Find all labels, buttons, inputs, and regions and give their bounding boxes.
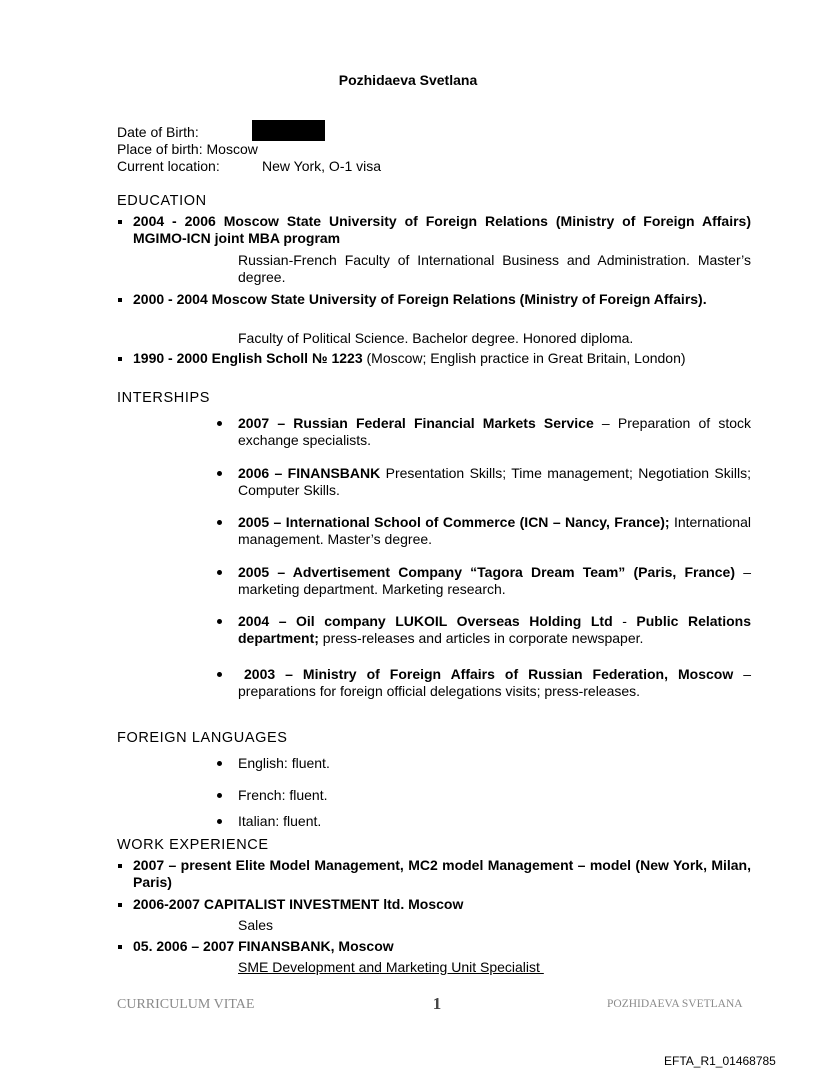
- bullet-square: [118, 903, 122, 907]
- internship-item-3: [238, 514, 751, 548]
- internship-item-6: [238, 666, 751, 700]
- redaction-box: [252, 120, 325, 141]
- pob-value: Moscow: [206, 141, 258, 157]
- bullet-dot: [217, 421, 222, 426]
- pob-line: [117, 141, 258, 158]
- page-number: 1: [432, 994, 442, 1013]
- education-item-3-rest: (Moscow; English practice in Great Britain, London): [362, 350, 686, 366]
- education-heading: EDUCATION: [117, 193, 207, 209]
- work-item-2: 2006-2007 CAPITALIST INVESTMENT ltd. Moscow: [133, 896, 464, 912]
- work-item-3: 05. 2006 – 2007 FINANSBANK, Moscow: [133, 938, 394, 954]
- bullet-square: [118, 298, 122, 302]
- internship-item-1-rest: – Preparation of stock exchange specialists.: [238, 415, 751, 448]
- internship-item-6-rest: – preparations for foreign official delegations visits; press-releases.: [238, 666, 751, 699]
- internship-item-4: [238, 564, 751, 598]
- internship-item-4-bold: 2005 – Advertisement Company “Tagora Dream Team” (Paris, France): [238, 564, 736, 580]
- internship-item-1-bold: 2007 – Russian Federal Financial Markets Service: [238, 415, 594, 431]
- internship-item-1: [238, 415, 751, 449]
- bullet-dot: [217, 471, 222, 476]
- internship-item-5-rest: press-releases and articles in corporate newspaper.: [318, 630, 644, 646]
- location-value: New York, O-1 visa: [262, 158, 382, 174]
- work-item-2-detail: Sales: [238, 917, 274, 933]
- education-item-3-bold: 1990 - 2000 English Scholl № 1223: [133, 350, 363, 366]
- footer-left: CURRICULUM VITAE: [117, 997, 255, 1012]
- bullet-dot: [217, 570, 222, 575]
- internship-item-3-bold: 2005 – International School of Commerce (ICN – Nancy, France);: [238, 514, 670, 530]
- internship-item-4-rest: –marketing department. Marketing research.: [238, 564, 751, 597]
- bullet-dot: [217, 619, 222, 624]
- work-item-1: 2007 – present Elite Model Management, MC2 model Management – model (New York, Milan, Paris): [133, 857, 751, 890]
- bullet-square: [118, 945, 122, 949]
- internship-item-5-mid: -: [612, 613, 637, 629]
- bullet-dot: [217, 761, 222, 766]
- bullet-square: [118, 864, 122, 868]
- languages-heading: FOREIGN LANGUAGES: [117, 730, 288, 746]
- language-item-english: English: fluent.: [238, 755, 330, 771]
- language-item-italian: Italian: fluent.: [238, 813, 322, 829]
- internship-item-3-rest: International management. Master’s degree.: [238, 514, 751, 547]
- education-item-2: 2000 - 2004 Moscow State University of Foreign Relations (Ministry of Foreign Affairs).: [133, 291, 707, 307]
- internship-item-2-bold: 2006 – FINANSBANK: [238, 465, 381, 481]
- bullet-dot: [217, 520, 222, 525]
- bullet-dot: [217, 793, 222, 798]
- internship-item-2: [238, 465, 751, 499]
- education-item-1-detail: Russian-French Faculty of International Business and Administration. Master’s degree.: [238, 252, 751, 285]
- document-id: EFTA_R1_01468785: [664, 1054, 776, 1068]
- bullet-square: [118, 357, 122, 361]
- education-item-3: [133, 350, 686, 367]
- dob-label: Date of Birth:: [117, 124, 199, 140]
- internship-item-6-bold: 2003 – Ministry of Foreign Affairs of Russian Federation, Moscow: [244, 666, 734, 682]
- footer-right: POZHIDAEVA SVETLANA: [607, 998, 743, 1010]
- internship-item-5: [238, 613, 751, 647]
- language-item-french: French: fluent.: [238, 787, 328, 803]
- internship-item-5-bold2: Public Relations department;: [238, 613, 751, 646]
- internship-item-5-bold: 2004 – Oil company LUKOIL Overseas Holding Ltd: [238, 613, 613, 629]
- education-item-1: 2004 - 2006 Moscow State University of Foreign Relations (Ministry of Foreign Affairs) MGIMO-ICN joint MBA program: [133, 213, 751, 246]
- document-title: Pozhidaeva Svetlana: [338, 72, 478, 88]
- education-item-2-detail: Faculty of Political Science. Bachelor degree. Honored diploma.: [238, 330, 634, 346]
- internships-heading: INTERSHIPS: [117, 390, 211, 406]
- bullet-square: [118, 220, 122, 224]
- location-label: Current location:: [117, 158, 220, 174]
- pob-label: Place of birth:: [117, 141, 203, 157]
- work-heading: WORK EXPERIENCE: [117, 837, 269, 853]
- internship-item-2-rest: Presentation Skills; Time management; Negotiation Skills; Computer Skills.: [238, 465, 751, 498]
- bullet-dot: [217, 672, 222, 677]
- bullet-dot: [217, 819, 222, 824]
- work-item-3-detail: SME Development and Marketing Unit Specialist: [238, 959, 544, 975]
